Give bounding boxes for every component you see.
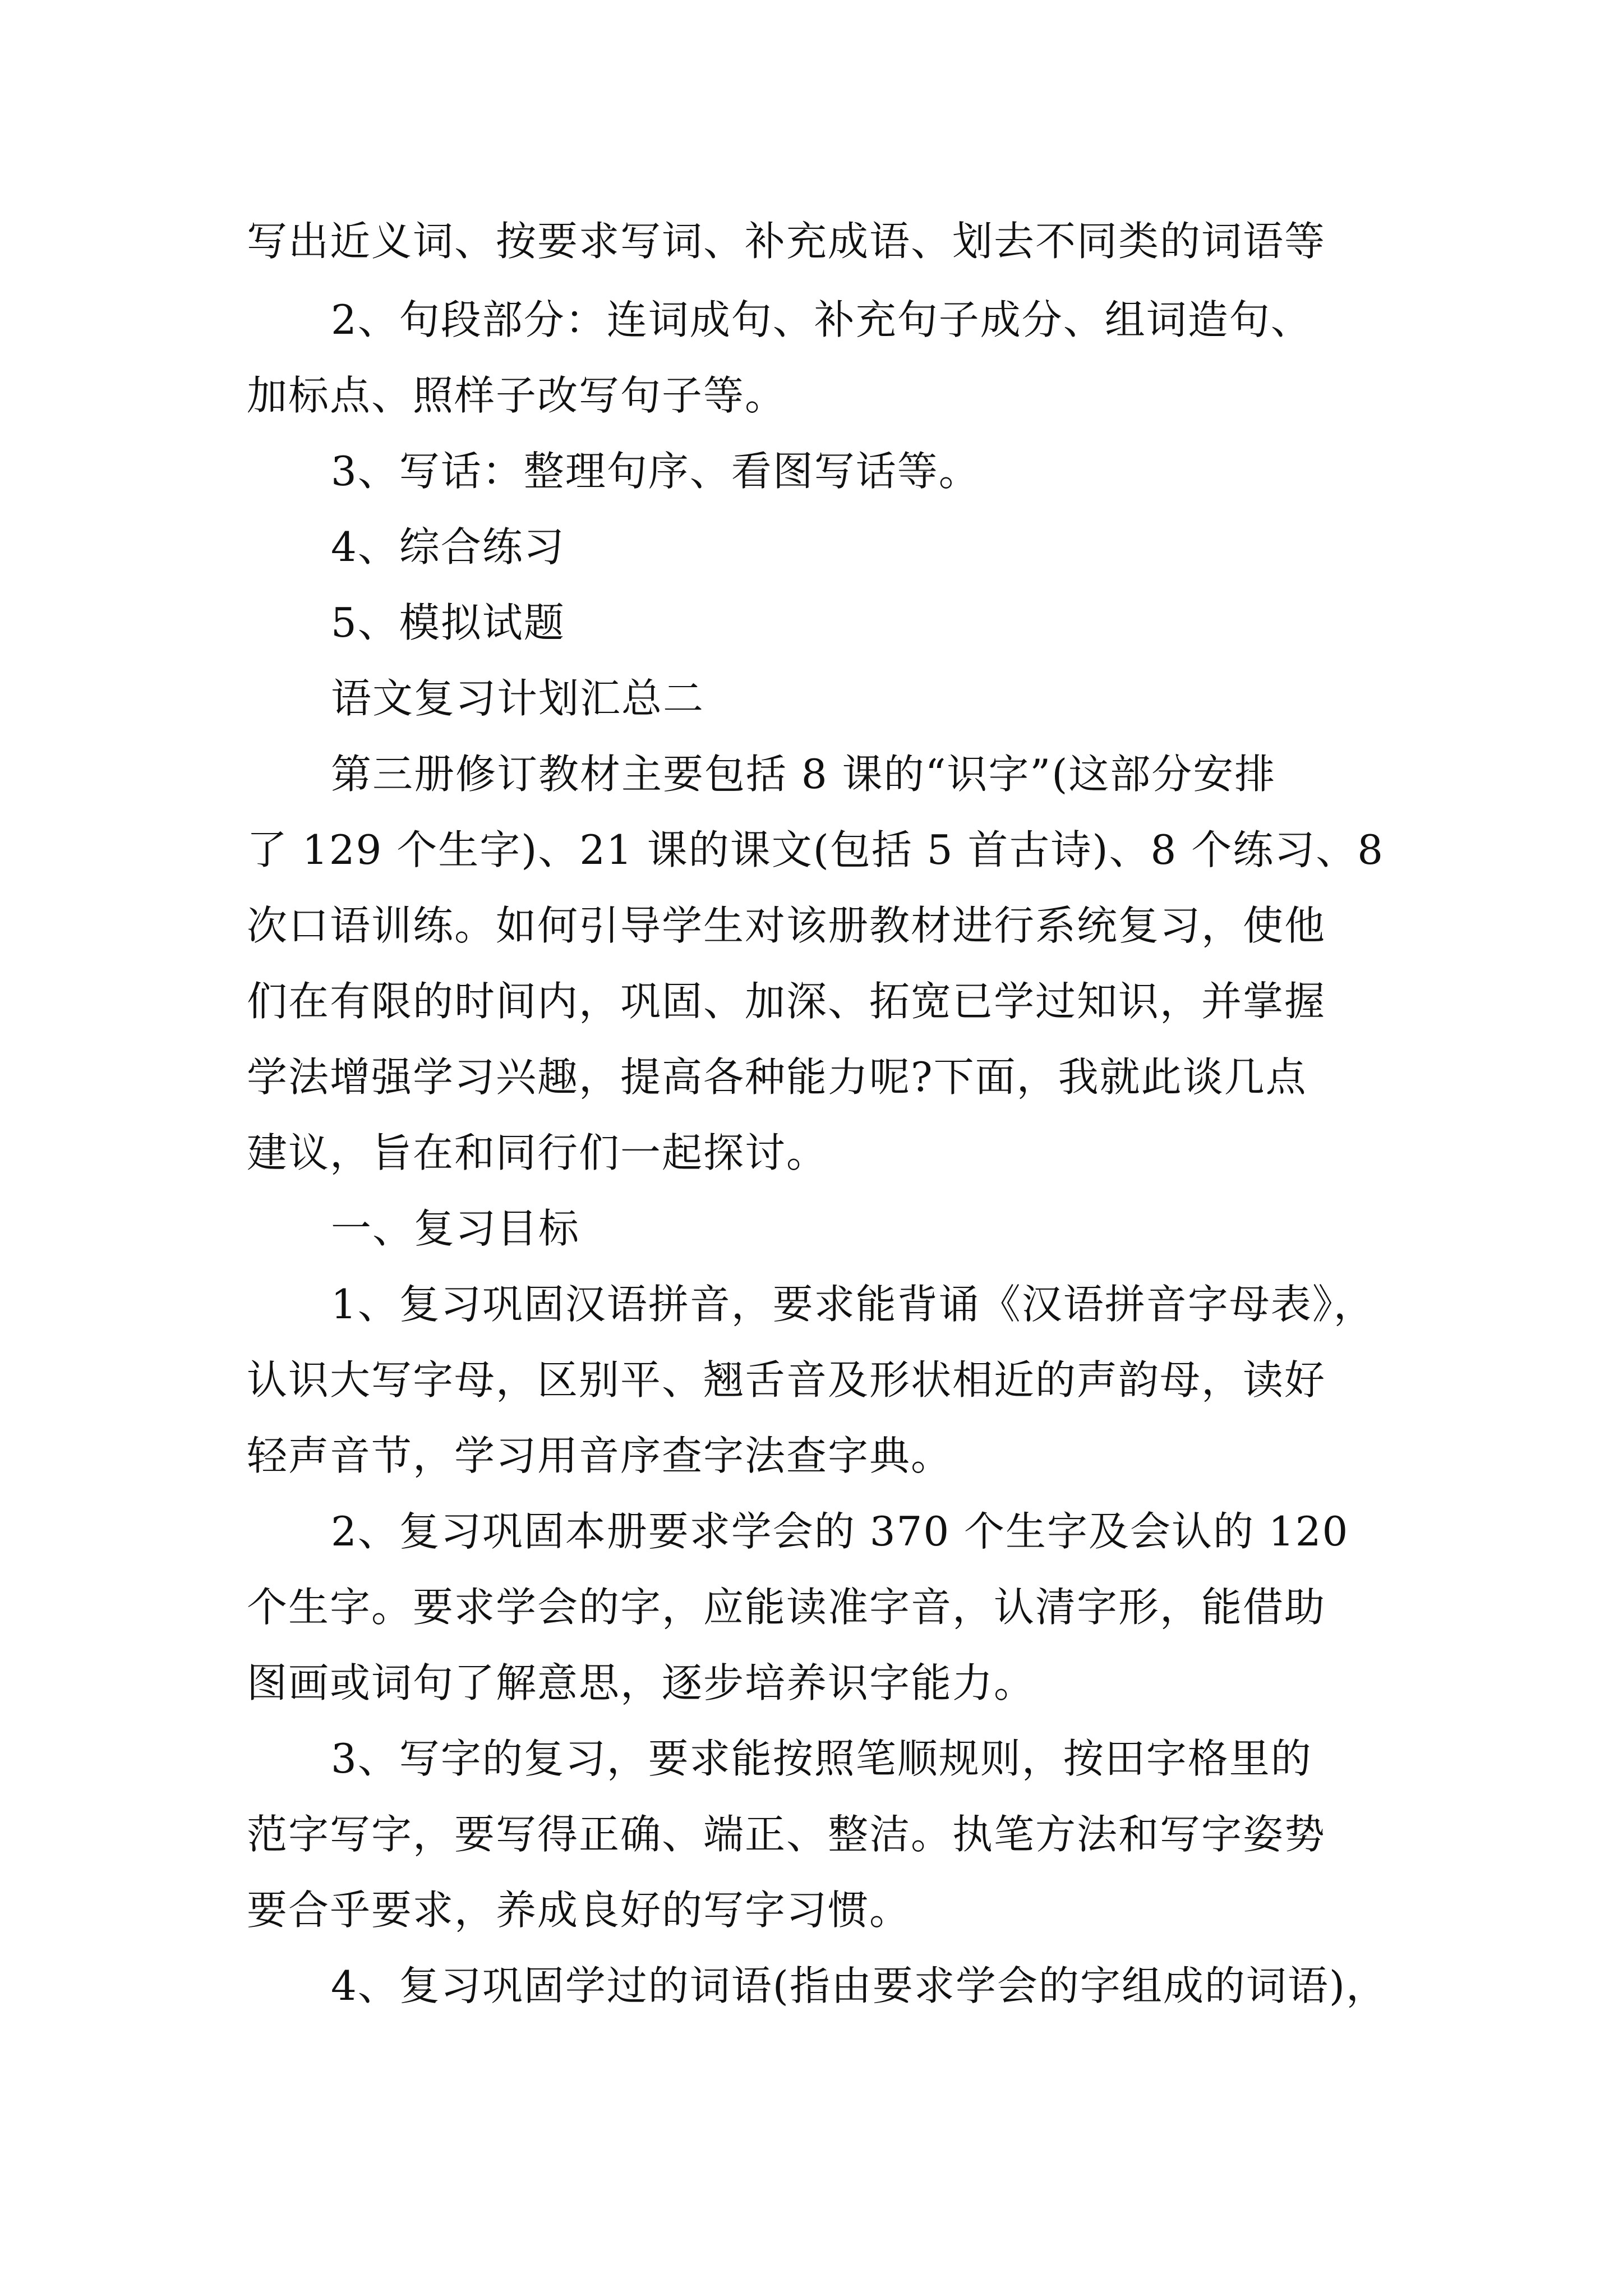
text-line: 4、复习巩固学过的词语(指由要求学会的字组成的词语)， [331, 1962, 1387, 2009]
text-line: 4、综合练习 [331, 523, 565, 570]
text-line: 2、复习巩固本册要求学会的 370 个生字及会认的 120 [331, 1508, 1349, 1555]
text-line: 3、写字的复习，要求能按照笔顺规则，按田字格里的 [331, 1735, 1312, 1782]
text-line: 要合乎要求，养成良好的写字习惯。 [247, 1887, 911, 1934]
text-line: 次口语训练。如何引导学生对该册教材进行系统复习，使他 [247, 902, 1326, 949]
text-line: 2、句段部分：连词成句、补充句子成分、组词造句、 [331, 296, 1312, 343]
section-heading: 语文复习计划汇总二 [331, 675, 705, 722]
text-line: 个生字。要求学会的字，应能读准字音，认清字形，能借助 [247, 1584, 1326, 1631]
text-line: 建议，旨在和同行们一起探讨。 [247, 1129, 828, 1176]
text-line: 加标点、照样子改写句子等。 [247, 372, 787, 419]
text-line: 图画或词句了解意思，逐步培养识字能力。 [247, 1659, 1036, 1706]
text-line: 认识大写字母，区别平、翘舌音及形状相近的声韵母，读好 [247, 1356, 1326, 1404]
text-line: 3、写话：整理句序、看图写话等。 [331, 448, 980, 495]
text-line: 写出近义词、按要求写词、补充成语、划去不同类的词语等 [247, 218, 1326, 265]
text-line: 5、模拟试题 [331, 599, 565, 646]
text-line: 学法增强学习兴趣，提高各种能力呢?下面，我就此谈几点 [247, 1053, 1307, 1101]
text-line: 轻声音节，学习用音序查字法查字典。 [247, 1432, 953, 1479]
text-line: 们在有限的时间内，巩固、加深、拓宽已学过知识，并掌握 [247, 978, 1326, 1025]
section-heading: 一、复习目标 [331, 1205, 580, 1252]
text-line: 1、复习巩固汉语拼音，要求能背诵《汉语拼音字母表》， [331, 1281, 1375, 1328]
text-line: 了 129 个生字)、21 课的课文(包括 5 首古诗)、8 个练习、8 [247, 826, 1385, 873]
text-line: 范字写字，要写得正确、端正、整洁。执笔方法和写字姿势 [247, 1811, 1326, 1858]
text-line: 第三册修订教材主要包括 8 课的“识字”(这部分安排 [331, 751, 1276, 798]
